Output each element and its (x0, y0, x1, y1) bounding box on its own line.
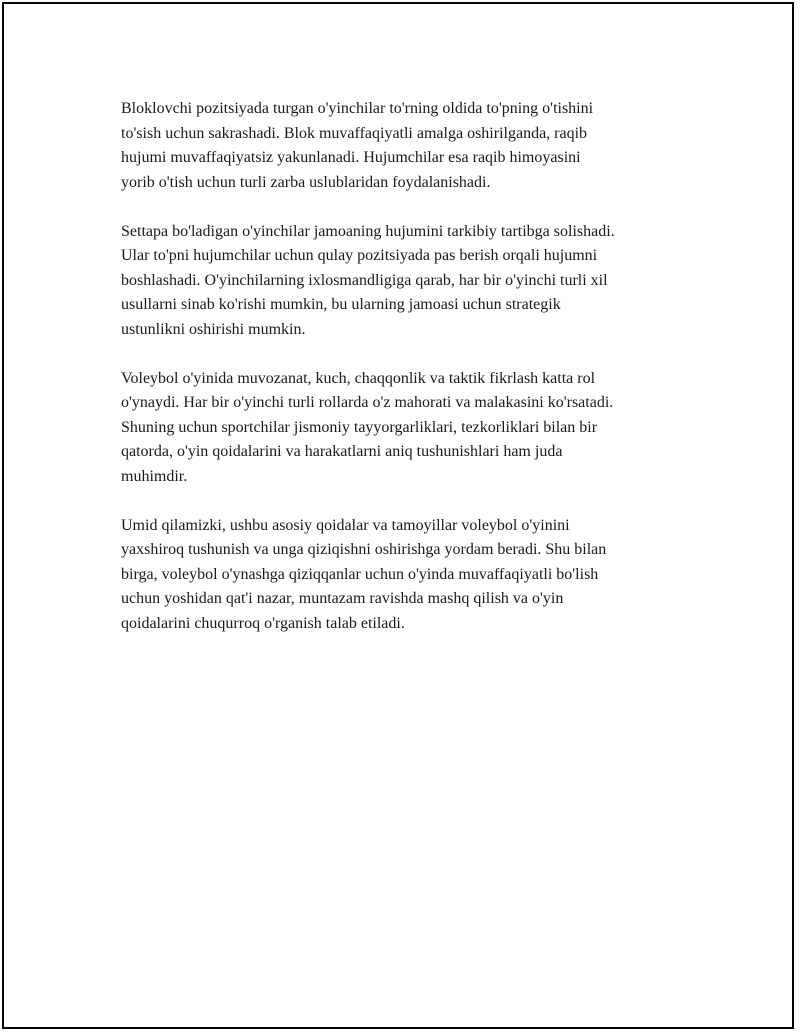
text-line: to'sish uchun sakrashadi. Blok muvaffaqiyatli amalga oshirilganda, raqib (121, 124, 588, 142)
text-line: boshlashadi. O'yinchilarning ixlosmandligiga qarab, har bir o'yinchi turli xil (121, 271, 608, 289)
text-line: Settapa bo'ladigan o'yinchilar jamoaning hujumini tarkibiy tartibga solishadi. (121, 222, 615, 240)
text-line: ustunlikni oshirishi mumkin. (121, 320, 306, 338)
text-line: muhimdir. (121, 467, 188, 485)
text-line: Umid qilamizki, ushbu asosiy qoidalar va tamoyillar voleybol o'yinini (121, 516, 570, 534)
page-frame (2, 2, 794, 1029)
text-line: Voleybol o'yinida muvozanat, kuch, chaqqonlik va taktik fikrlash katta rol (121, 369, 596, 387)
paragraph-setter (121, 220, 701, 343)
text-line: qatorda, o'yin qoidalarini va harakatlarni aniq tushunishlari ham juda (121, 443, 563, 460)
text-line: Bloklovchi pozitsiyada turgan o'yinchilar to'rning oldida to'pning o'tishini (121, 100, 594, 117)
text-line: Ular to'pni hujumchilar uchun qulay pozitsiyada pas berish orqali hujumni (121, 247, 598, 264)
text-line: birga, voleybol o'ynashga qiziqqanlar uchun o'yinda muvaffaqiyatli bo'lish (121, 565, 599, 583)
text-line: uchun yoshidan qat'i nazar, muntazam ravishda mashq qilish va o'yin (121, 590, 564, 607)
text-line: usullarni sinab ko'rishi mumkin, bu ularning jamoasi uchun strategik (121, 296, 561, 313)
text-line: qoidalarini chuqurroq o'rganish talab etiladi. (121, 614, 405, 632)
document-body (121, 97, 701, 661)
text-line: yaxshiroq tushunish va unga qiziqishni oshirishga yordam beradi. Shu bilan (121, 541, 607, 558)
text-line: yorib o'tish uchun turli zarba uslublaridan foydalanishadi. (121, 173, 491, 191)
text-line: hujumi muvaffaqiyatsiz yakunlanadi. Hujumchilar esa raqib himoyasini (121, 149, 581, 166)
paragraph-skills (121, 367, 701, 490)
paragraph-blocking (121, 97, 701, 195)
paragraph-conclusion (121, 514, 701, 637)
text-line: Shuning uchun sportchilar jismoniy tayyorgarliklari, tezkorliklari bilan bir (121, 418, 598, 436)
text-line: o'ynaydi. Har bir o'yinchi turli rollarda o'z mahorati va malakasini ko'rsatadi. (121, 394, 614, 411)
